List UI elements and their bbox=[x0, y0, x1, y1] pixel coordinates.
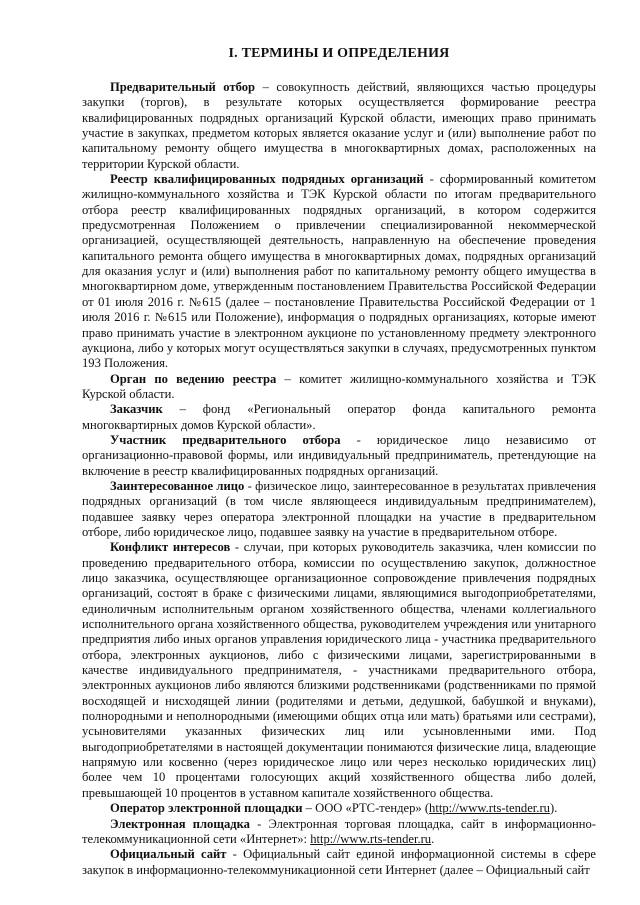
definition-electronic-platform bbox=[82, 817, 596, 848]
term-label: Заинтересованное лицо bbox=[110, 478, 245, 493]
section-title: I. ТЕРМИНЫ И ОПРЕДЕЛЕНИЯ bbox=[228, 46, 450, 61]
term-label: Участник предварительного отбора bbox=[110, 432, 341, 447]
term-label: Оператор электронной площадки bbox=[110, 801, 303, 816]
definition-participant bbox=[82, 433, 596, 479]
term-definition: - Электронная торговая площадка, сайт в информационно-телекоммуникационной сети «Интернет»: bbox=[82, 816, 596, 846]
term-label: Конфликт интересов bbox=[110, 540, 231, 555]
term-definition: - юридическое лицо независимо от организационно-правовой формы, или индивидуальный предприниматель, претендующие на включение в реестр квалифицированных подрядных организаций. bbox=[82, 432, 596, 478]
term-definition-end: ). bbox=[549, 801, 558, 816]
definition-official-site bbox=[82, 847, 596, 878]
definition-registry-authority bbox=[82, 372, 596, 403]
term-definition: - сформированный комитетом жилищно-коммунального хозяйства и ТЭК Курской области по итогам предварительного отбора реестр квалифицированных подрядных организаций, в котором содержится предусмотренная Положением о привлечении специализированной некоммерческой организацией, осуществляющей деятельность, направленную на обеспечение проведения капитального ремонта общего имущества в многоквартирных домах, подрядных организаций для оказания услуг и (или) выполнения работ по капитальному ремонту общего имущества в многоквартирном доме, утвержденным постановлением Правительства Российской Федерации от 01 июля 2016 г. №615 (далее – постановление Правительства Российской Федерации от 1 июля 2016 г. №615 или Положение), информация о подрядных организациях, которые имеют право принимать участие в электронном аукционе по установленному предмету электронного аукциона, либо у которых могут осуществляться закупки в случаях, предусмотренных пунктом 193 Положения. bbox=[82, 172, 596, 371]
term-label: Электронная площадка bbox=[110, 816, 250, 831]
definition-conflict-of-interest bbox=[82, 540, 596, 801]
operator-link[interactable]: http://www.rts-tender.ru bbox=[429, 801, 550, 816]
term-definition-end: . bbox=[431, 831, 435, 846]
term-label: Официальный сайт bbox=[110, 847, 227, 862]
term-definition: - физическое лицо, заинтересованное в результатах привлечения подрядных организаций (в том числе являющееся индивидуальным предпринимателем), подавшее заявку через оператора электронной площадки на участие в предварительном отборе, либо юридическое лицо, подавшее заявку на участие в предварительном отборе. bbox=[82, 478, 596, 539]
definition-registry bbox=[82, 172, 596, 371]
term-label: Орган по ведению реестра bbox=[110, 371, 277, 386]
definition-preliminary-selection bbox=[82, 80, 596, 172]
term-definition: - случаи, при которых руководитель заказчика, член комиссии по проведению предварительного отбора, комиссии по осуществлению закупок, должностное лицо заказчика, осуществляющее организационное сопровождение привлечения подрядных организаций, состоят в браке с физическими лицами, являющимися выгодоприобретателями, единоличным исполнительным органом хозяйственного общества, членами коллегиального исполнительного органа хозяйственного общества, руководителем учреждения или унитарного предприятия либо иных органов управления юридического лица - участника предварительного отбора, электронных аукционов, либо с физическими лицами, зарегистрированными в качестве индивидуального предпринимателя, - участниками предварительного отбора, электронных аукционов либо являются близкими родственниками (родственниками по прямой восходящей и нисходящей линии (родителями и детьми, дедушкой, бабушкой и внуками), полнородными и неполнородными (имеющими общих отца или мать) братьями или сестрами), усыновителями указанных физических лиц или усыновленными ими. Под выгодоприобретателями в настоящей документации понимаются физические лица, владеющие напрямую или косвенно (через юридическое лицо или через несколько юридических лиц) более чем 10 процентами голосующих акций хозяйственного общества либо долей, превышающей 10 процентов в уставном капитале хозяйственного общества. bbox=[82, 540, 596, 800]
platform-link[interactable]: http://www.rts-tender.ru bbox=[310, 831, 432, 846]
term-label: Заказчик bbox=[110, 402, 163, 417]
definition-customer bbox=[82, 402, 596, 433]
term-definition: – комитет жилищно-коммунального хозяйства и ТЭК Курской области. bbox=[82, 371, 596, 401]
definition-interested-person bbox=[82, 479, 596, 540]
term-definition: - Официальный сайт единой информационной системы в сфере закупок в информационно-телекоммуникационной сети Интернет (далее – Официальный сайт bbox=[82, 847, 596, 877]
term-definition: – фонд «Региональный оператор фонда капитального ремонта многоквартирных домов Курской области». bbox=[82, 402, 596, 432]
term-definition: – совокупность действий, являющихся частью процедуры закупки (торгов), в результате которых осуществляется формирование реестра квалифицированных подрядных организаций Курской области, имеющих право принимать участие в закупках, предметом которых является оказание услуг и (или) выполнение работ по капитальному ремонту общего имущества в многоквартирных домах, расположенных на территории Курской области. bbox=[82, 80, 596, 171]
term-label: Предварительный отбор bbox=[110, 80, 256, 94]
definition-platform-operator bbox=[82, 801, 596, 816]
term-label: Реестр квалифицированных подрядных организаций bbox=[110, 172, 424, 187]
term-definition: – ООО «РТС-тендер» ( bbox=[302, 801, 430, 816]
